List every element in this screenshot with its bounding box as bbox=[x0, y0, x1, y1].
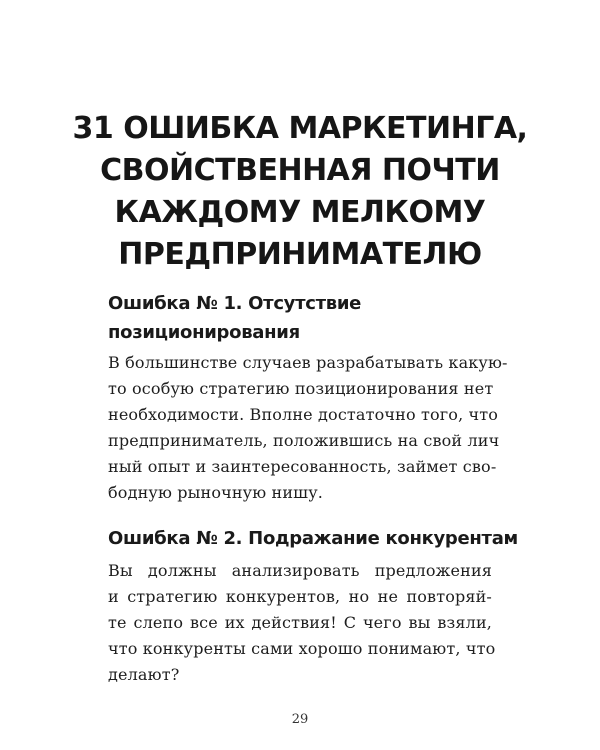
chapter-title bbox=[60, 108, 540, 276]
body-line: необходимости. Вполне достаточно того, что bbox=[108, 405, 499, 424]
body-line: делают? bbox=[108, 665, 180, 684]
page-number: 29 bbox=[291, 712, 309, 727]
section-body-1 bbox=[108, 350, 508, 506]
body-line: то особую стратегию позиционирования нет bbox=[108, 379, 494, 398]
body-line: те слепо все их действия! С чего вы взяли, bbox=[108, 613, 492, 632]
chapter-title-line: 31 ОШИБКА МАРКЕТИНГА, bbox=[72, 111, 528, 146]
chapter-title-line: КАЖДОМУ МЕЛКОМУ bbox=[114, 195, 486, 230]
section-heading-1 bbox=[108, 289, 361, 347]
section-heading-2 bbox=[108, 524, 518, 553]
body-line: Вы должны анализировать предложения bbox=[108, 561, 492, 580]
body-line: и стратегию конкурентов, но не повторяй- bbox=[108, 587, 492, 606]
body-line: предприниматель, положившись на свой лич bbox=[108, 431, 500, 450]
chapter-title-line: ПРЕДПРИНИМАТЕЛЮ bbox=[118, 237, 482, 272]
section-heading-line: Ошибка № 1. Отсутствие bbox=[108, 293, 362, 314]
body-line: бодную рыночную нишу. bbox=[108, 483, 324, 502]
section-body-2 bbox=[108, 558, 496, 688]
section-heading-line: позиционирования bbox=[108, 322, 300, 343]
chapter-title-line: СВОЙСТВЕННАЯ ПОЧТИ bbox=[100, 153, 500, 188]
body-line: В большинстве случаев разрабатывать какую- bbox=[108, 353, 508, 372]
section-heading-line: Ошибка № 2. Подражание конкурентам bbox=[108, 528, 518, 549]
body-line: что конкуренты сами хорошо понимают, что bbox=[108, 639, 496, 658]
body-line: ный опыт и заинтересованность, займет сво- bbox=[108, 457, 497, 476]
